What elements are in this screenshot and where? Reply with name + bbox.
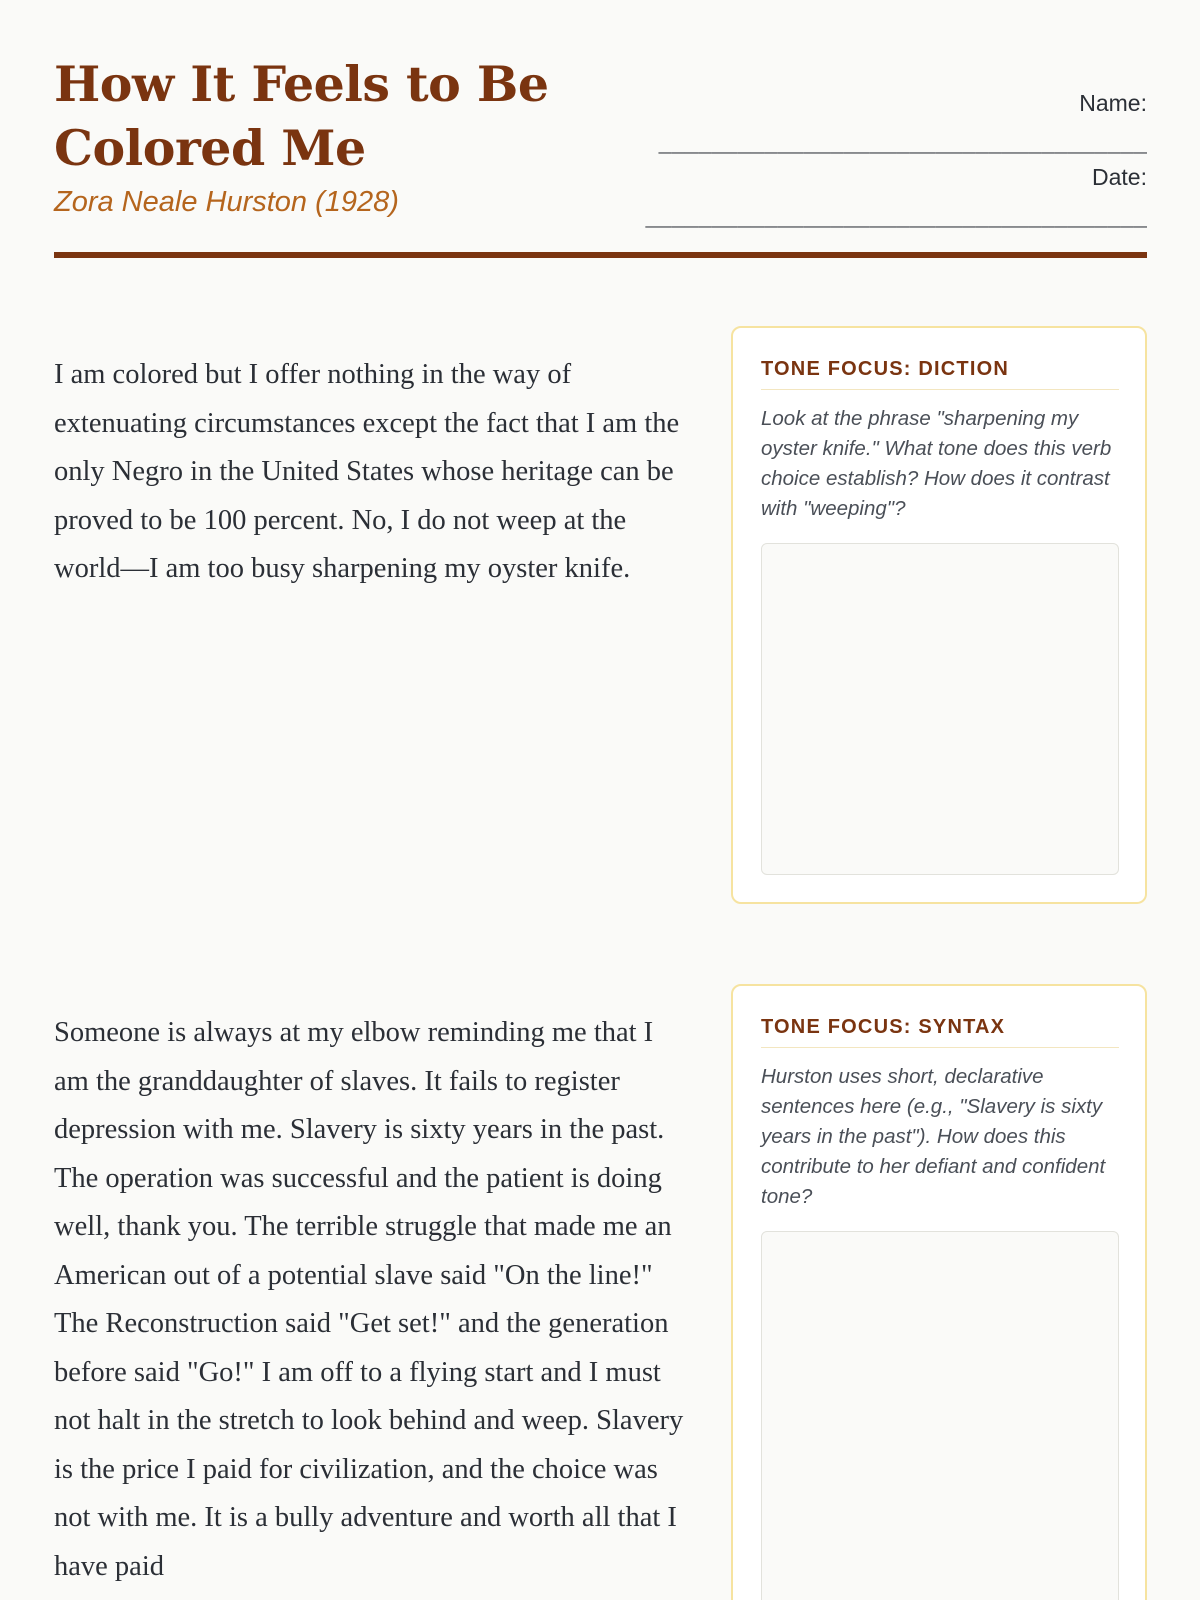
- tone-focus-card-syntax: [731, 984, 1147, 1600]
- date-field[interactable]: ______________________________________: [645, 207, 1147, 232]
- card-heading: TONE FOCUS: SYNTAX: [761, 1014, 1119, 1048]
- name-field[interactable]: _____________________________________: [658, 133, 1147, 158]
- answer-box[interactable]: [761, 543, 1119, 875]
- card-heading: TONE FOCUS: DICTION: [761, 356, 1119, 390]
- passage-1: I am colored but I offer nothing in the way of extenuating circumstances except the fact that I am the only Negro in the United States whose heritage can be proved to be 100 percent. No, I do not weep at the world—I am too busy sharpening my oyster knife.: [54, 359, 680, 584]
- page-title: How It Feels to Be Colored Me: [54, 55, 549, 177]
- worksheet-header: [54, 52, 1147, 258]
- card-question: Look at the phrase "sharpening my oyster knife." What tone does this verb choice establish? How does it contrast with "weeping"?: [761, 407, 1112, 520]
- name-label: Name:: [1079, 90, 1147, 116]
- tone-focus-card-diction: [731, 326, 1147, 904]
- passage-2: Someone is always at my elbow reminding me that I am the granddaughter of slaves. It fails to register depression with me. Slavery is sixty years in the past. The operation was successful and the patient is doing well, thank you. The terrible struggle that made me an American out of a potential slave said "On the line!" The Reconstruction said "Get set!" and the generation before said "Go!" I am off to a flying start and I must not halt in the stretch to look behind and weep. Slavery is the price I paid for civilization, and the choice was not with me. It is a bully adventure and worth all that I have paid: [54, 1017, 684, 1582]
- answer-box[interactable]: [761, 1231, 1119, 1600]
- author-line: Zora Neale Hurston (1928): [54, 186, 399, 218]
- date-label: Date:: [1092, 164, 1147, 190]
- card-question: Hurston uses short, declarative sentences here (e.g., "Slavery is sixty years in the past"). How does this contribute to her defiant and confident tone?: [761, 1065, 1106, 1208]
